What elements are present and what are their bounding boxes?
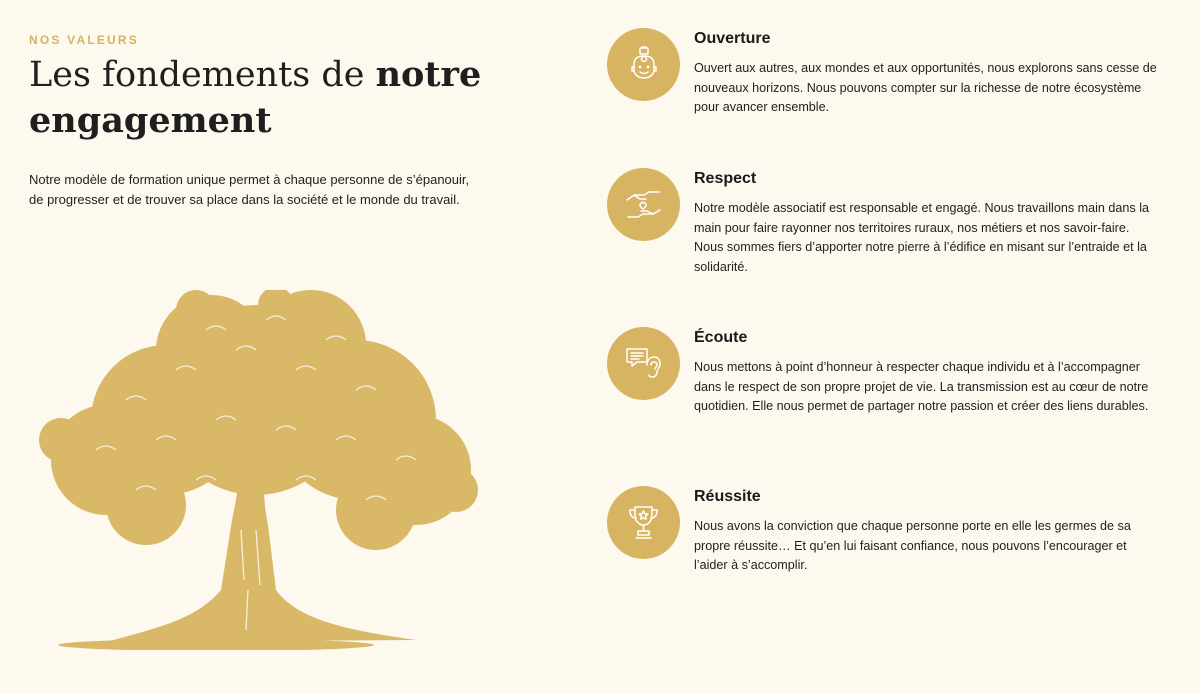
speech-bubble-ear-icon: [625, 345, 662, 382]
value-title: Réussite: [694, 488, 761, 505]
title-regular: Les fondements de: [29, 55, 376, 95]
open-mind-head-icon: [625, 46, 662, 83]
value-icon-badge: [607, 327, 680, 400]
value-icon-badge: [607, 168, 680, 241]
helping-hands-heart-icon: [625, 186, 662, 223]
intro-paragraph: Notre modèle de formation unique permet à chaque personne de s’épanouir, de progresser et de trouver sa place dans la société et le monde du travail.: [29, 172, 470, 207]
value-icon-badge: [607, 486, 680, 559]
value-description: Notre modèle associatif est responsable et engagé. Nous travaillons main dans la main pour faire rayonner nos territoires ruraux, nos métiers et nos savoir-faire. Nous sommes fiers d’apporter notre pierre à l’édifice en misant sur l’entraide et la solidarité.: [694, 201, 1150, 274]
value-description: Nous mettons à point d’honneur à respecter chaque individu et à l’accompagner dans le respect de son propre projet de vie. La transmission est au cœur de notre quotidien. Elle nous permet de partager notre passion et créer des liens durables.: [694, 360, 1149, 413]
trophy-star-icon: [625, 504, 662, 541]
value-icon-badge: [607, 28, 680, 101]
title-bold: notre engagement: [29, 54, 482, 141]
value-title: Écoute: [694, 329, 748, 346]
page-title: [29, 52, 549, 144]
value-description: Ouvert aux autres, aux mondes et aux opportunités, nous explorons sans cesse de nouveaux horizons. Nous pouvons compter sur la richesse de notre écosystème pour avancer ensemble.: [694, 61, 1157, 114]
section-eyebrow: NOS VALEURS: [29, 33, 139, 47]
oak-tree-illustration: [36, 290, 478, 650]
value-title: Respect: [694, 170, 757, 187]
value-title: Ouverture: [694, 30, 771, 47]
value-description: Nous avons la conviction que chaque personne porte en elle les germes de sa propre réussite… Et qu’en lui faisant confiance, nous pouvons l’encourager et l’aider à s’accomplir.: [694, 519, 1131, 572]
